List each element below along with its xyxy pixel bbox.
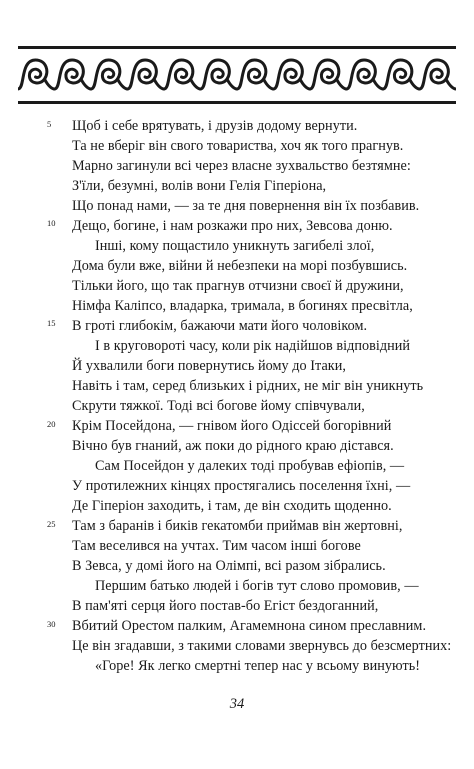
verse-line: І в круговороті часу, коли рік надійшов відповідний (95, 338, 411, 354)
verse-line: Навіть і там, серед близьких і рідних, не міг він уникнуть (72, 378, 424, 394)
verse-line: Там з баранів і биків гекатомби приймав він жертовні, (72, 518, 403, 534)
wave-spiral (420, 60, 457, 89)
wave-spiral (274, 60, 311, 89)
wave-spiral (128, 60, 165, 89)
wave-spiral (18, 60, 55, 89)
greek-wave-border-icon (18, 46, 456, 104)
verse-line: Дещо, богине, і нам розкажи про них, Зевсова доню. (72, 218, 393, 234)
verse-line: Це він згадавши, з такими словами звернувсь до безсмертних: (72, 638, 452, 654)
wave-spiral (237, 60, 274, 89)
line-number: 20 (47, 419, 56, 429)
wave-spiral (201, 60, 238, 89)
verse-line: У протилежних кінцях простягались поселення їхні, — (72, 478, 411, 494)
verse-line: Там веселився на учтах. Тим часом інші богове (72, 538, 361, 554)
wave-spiral (383, 60, 420, 89)
wave-spiral (164, 60, 201, 89)
verse-line: Сам Посейдон у далеких тоді пробував ефіопів, — (95, 458, 405, 474)
verse-line: З'їли, безумні, волів вони Гелія Гіперіона, (72, 178, 327, 194)
verse-line: Тільки його, що так прагнув отчизни своєї й дружини, (72, 278, 404, 294)
verse-line: Першим батько людей і богів тут слово промовив, — (95, 578, 419, 594)
verse-line: Скрути тяжкої. Тоді всі богове йому співчували, (72, 398, 365, 414)
verse-line: Дома були вже, війни й небезпеки на морі позбувшись. (72, 258, 408, 274)
wave-spiral (91, 60, 128, 89)
wave-spiral (55, 60, 92, 89)
verse-line: Вбитий Орестом палким, Агамемнона сином преславним. (72, 618, 427, 634)
line-number: 30 (47, 619, 56, 629)
verse-line: Щоб і себе врятувать, і друзів додому вернути. (72, 118, 358, 134)
verse-line: Й ухвалили боги повернутись йому до Ітаки, (72, 358, 346, 374)
line-number: 15 (47, 318, 56, 328)
verse-line: Марно загинули всі через власне зухвальство безтямне: (72, 158, 411, 174)
verse-line: В Зевса, у домі його на Олімпі, всі разом зібрались. (72, 558, 386, 574)
verse-line: В гроті глибокім, бажаючи мати його чоловіком. (72, 318, 368, 334)
verse-line: Німфа Каліпсо, владарка, тримала, в богинях пресвітла, (72, 298, 413, 314)
verse-line: Інші, кому пощастило уникнуть загибелі злої, (95, 238, 375, 254)
wave-spiral (310, 60, 347, 89)
verse-line: Та не вберіг він свого товариства, хоч як того прагнув. (72, 138, 404, 154)
verse-line: Де Гіперіон заходить, і там, де він сходить щоденно. (72, 498, 392, 514)
line-number: 5 (47, 119, 52, 129)
verse-line: Вічно був гнаний, аж поки до рідного краю дістався. (72, 438, 394, 454)
verse-line: «Горе! Як легко смертні тепер нас у всьому винують! (95, 658, 421, 674)
line-number: 10 (47, 218, 56, 228)
verse-line: В пам'яті серця його постав-бо Егіст бездоганний, (72, 598, 379, 614)
line-number: 25 (47, 519, 56, 529)
verse-line: Крім Посейдона, — гнівом його Одіссей богорівний (72, 418, 392, 434)
verse-line: Що понад нами, — за те дня повернення він їх позбавив. (72, 198, 420, 214)
wave-spiral (347, 60, 384, 89)
page-number: 34 (229, 696, 245, 712)
